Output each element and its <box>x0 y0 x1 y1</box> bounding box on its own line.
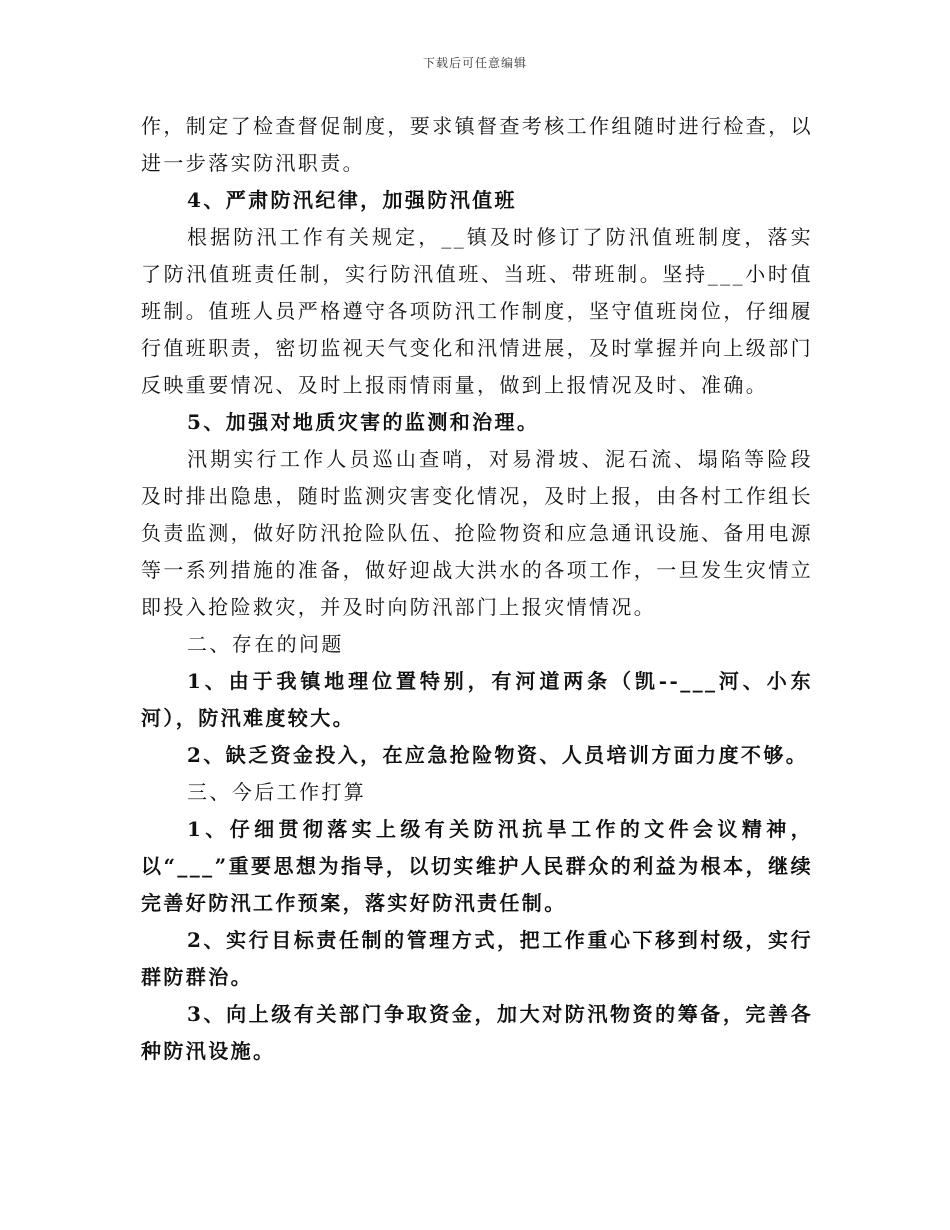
plan-item-3: 3、向上级有关部门争取资金，加大对防汛物资的筹备，完善各种防汛设施。 <box>141 1002 813 1063</box>
paragraph-hazard-monitoring: 汛期实行工作人员巡山查哨，对易滑坡、泥石流、塌陷等险段及时排出隐患，随时监测灾害变化情况，及时上报，由各村工作组长负责监测，做好防汛抢险队伍、抢险物资和应急通讯设施、备用电源等一系列措施的准备，做好迎战大洪水的各项工作，一旦发生灾情立即投入抢险救灾，并及时向防汛部门上报灾情情况。 <box>141 447 813 619</box>
problem-item-1: 1、由于我镇地理位置特别，有河道两条（凯--___河、小东河），防汛难度较大。 <box>141 669 813 730</box>
header-note: 下载后可任意编辑 <box>422 56 527 70</box>
paragraph-continuation: 作，制定了检查督促制度，要求镇督查考核工作组随时进行检查，以进一步落实防汛职责。 <box>141 114 813 175</box>
plan-item-1: 1、仔细贯彻落实上级有关防汛抗旱工作的文件会议精神，以“___”重要思想为指导，以切实维护人民群众的利益为根本，继续完善好防汛工作预案，落实好防汛责任制。 <box>141 817 813 915</box>
paragraph-duty-system: 根据防汛工作有关规定，__镇及时修订了防汛值班制度，落实了防汛值班责任制，实行防汛值班、当班、带班制。坚持___小时值班制。值班人员严格遵守各项防汛工作制度，坚守值班岗位，仔细履行值班职责，密切监视天气变化和汛情进展，及时掌握并向上级部门反映重要情况、及时上报雨情雨量，做到上报情况及时、准确。 <box>141 225 813 397</box>
section-heading-plans: 三、今后工作打算 <box>187 780 367 804</box>
heading-geological-hazards: 5、加强对地质灾害的监测和治理。 <box>187 410 540 434</box>
plan-item-2: 2、实行目标责任制的管理方式，把工作重心下移到村级，实行群防群治。 <box>141 928 813 989</box>
problem-item-2: 2、缺乏资金投入，在应急抢险物资、人员培训方面力度不够。 <box>187 743 809 767</box>
document-body <box>141 108 813 1070</box>
section-heading-problems: 二、存在的问题 <box>187 632 344 656</box>
heading-duty-discipline: 4、严肃防汛纪律，加强防汛值班 <box>187 188 517 212</box>
